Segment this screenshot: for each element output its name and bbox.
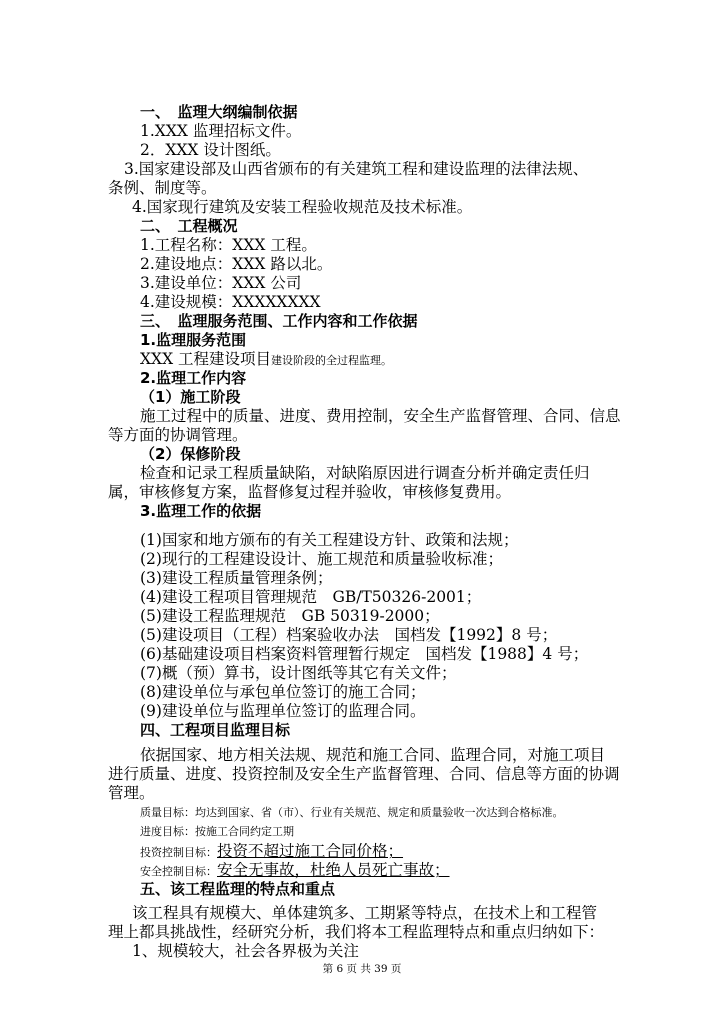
basis-item: (1)国家和地方颁布的有关工程建设方针、政策和法规； xyxy=(140,531,519,549)
section-5-line-1: 该工程具有规模大、单体建筑多、工期紧等特点，在技术上和工程管 xyxy=(132,904,598,922)
subsection-3-2-title: 2.监理工作内容 xyxy=(140,369,247,387)
basis-item: (7)概（预）算书，设计图纸等其它有关文件； xyxy=(140,664,457,682)
section-1-item-2: 2．XXX 设计图纸。 xyxy=(140,141,281,159)
section-1-item-4: 4.国家现行建筑及安装工程验收规范及技术标准。 xyxy=(132,198,473,216)
subsection-3-3-title: 3.监理工作的依据 xyxy=(140,502,262,520)
scope-small-text: 建设阶段的全过程监理。 xyxy=(271,354,393,367)
invest-goal-label: 投资控制目标： xyxy=(140,846,217,859)
schedule-goal: 进度目标：按施工合同约定工期 xyxy=(140,825,294,838)
section-5-line-2: 理上都具挑战性，经研究分析，我们将本工程监理特点和重点归纳如下： xyxy=(108,923,605,941)
subsection-3-1-text xyxy=(140,350,392,370)
invest-goal-value: 投资不超过施工合同价格； xyxy=(217,842,404,860)
basis-item: (6)基础建设项目档案资料管理暂行规定 国档发【1988】4 号； xyxy=(140,645,589,663)
section-4-title: 四、工程项目监理目标 xyxy=(140,721,291,739)
section-1-item-1: 1.XXX 监理招标文件。 xyxy=(140,122,302,140)
section-2-item-1: 1.工程名称：XXX 工程。 xyxy=(140,236,317,254)
section-3-title: 三、 监理服务范围、工作内容和工作依据 xyxy=(140,312,418,330)
basis-item: (9)建设单位与监理单位签订的监理合同。 xyxy=(140,702,426,720)
basis-item: (8)建设单位与承包单位签订的施工合同； xyxy=(140,683,426,701)
basis-item: (2)现行的工程建设设计、施工规范和质量验收标准； xyxy=(140,550,503,568)
scope-main-text: XXX 工程建设项目 xyxy=(140,350,272,368)
section-2-item-3: 3.建设单位：XXX 公司 xyxy=(140,274,302,292)
section-1-item-3-cont: 条例、制度等。 xyxy=(108,179,217,197)
phase-2-title: （2）保修阶段 xyxy=(140,445,241,463)
basis-item: (5)建设项目（工程）档案验收办法 国档发【1992】8 号； xyxy=(140,626,558,644)
basis-item: (3)建设工程质量管理条例； xyxy=(140,569,333,587)
section-5-line-3: 1、规模较大，社会各界极为关注 xyxy=(132,942,359,960)
phase-1-line-2: 等方面的协调管理。 xyxy=(108,426,248,444)
invest-goal xyxy=(140,842,403,862)
section-2-item-2: 2.建设地点：XXX 路以北。 xyxy=(140,255,333,273)
phase-1-title: （1）施工阶段 xyxy=(140,388,241,406)
page-footer: 第 6 页 共 39 页 xyxy=(322,963,402,975)
section-4-line-3: 管理。 xyxy=(108,784,155,802)
subsection-3-1-title: 1.监理服务范围 xyxy=(140,331,247,349)
safety-goal-value: 安全无事故，杜绝人员死亡事故； xyxy=(217,861,450,879)
phase-2-line-2: 属，审核修复方案，监督修复过程并验收，审核修复费用。 xyxy=(108,483,512,501)
safety-goal xyxy=(140,861,450,881)
safety-goal-label: 安全控制目标： xyxy=(140,865,217,878)
section-5-title: 五、该工程监理的特点和重点 xyxy=(140,880,336,898)
basis-item: (4)建设工程项目管理规范 GB/T50326-2001； xyxy=(140,588,482,606)
section-4-line-2: 进行质量、进度、投资控制及安全生产监督管理、合同、信息等方面的协调 xyxy=(108,765,620,783)
basis-item: (5)建设工程监理规范 GB 50319-2000； xyxy=(140,607,440,625)
section-2-title: 二、 工程概况 xyxy=(140,217,238,235)
quality-goal: 质量目标：均达到国家、省（市）、行业有关规范、规定和质量验收一次达到合格标准。 xyxy=(140,806,564,819)
section-1-title: 一、 监理大纲编制依据 xyxy=(140,103,298,121)
phase-2-line-1: 检查和记录工程质量缺陷，对缺陷原因进行调查分析并确定责任归 xyxy=(140,464,590,482)
section-4-line-1: 依据国家、地方相关法规、规范和施工合同、监理合同，对施工项目 xyxy=(140,746,606,764)
phase-1-line-1: 施工过程中的质量、进度、费用控制，安全生产监督管理、合同、信息 xyxy=(140,407,621,425)
section-1-item-3: 3.国家建设部及山西省颁布的有关建筑工程和建设监理的法律法规、 xyxy=(124,160,589,178)
section-2-item-4: 4.建设规模：XXXXXXXX xyxy=(140,293,321,311)
